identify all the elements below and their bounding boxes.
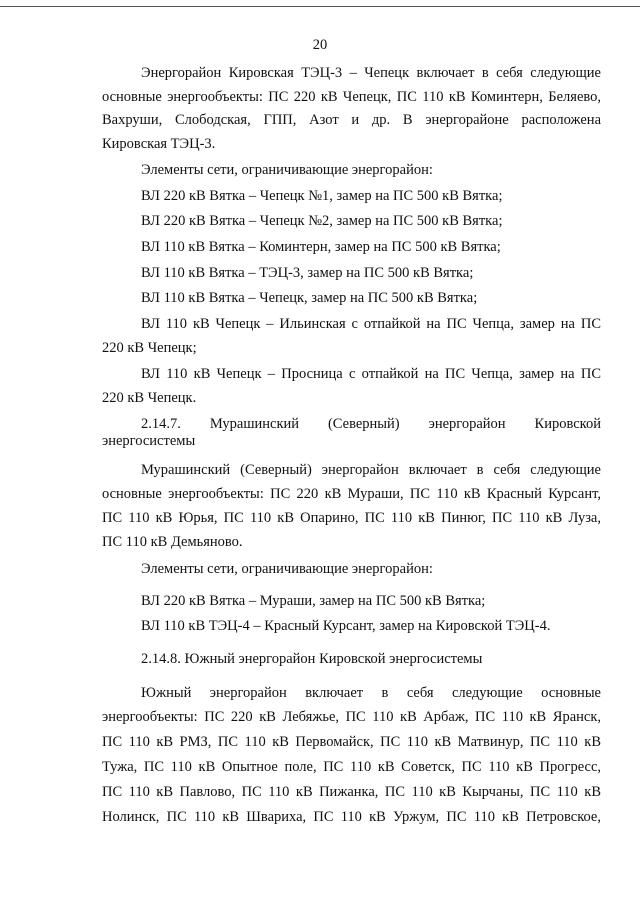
paragraph-line: ПС 110 кВ Павлово, ПС 110 кВ Пижанка, ПС 110 кВ Кырчаны, ПС 110 кВ xyxy=(102,784,601,800)
list-item: ВЛ 110 кВ Вятка – ТЭЦ-3, замер на ПС 500 кВ Вятка; xyxy=(141,265,474,281)
list-item: ВЛ 220 кВ Вятка – Чепецк №1, замер на ПС 500 кВ Вятка; xyxy=(141,188,503,204)
paragraph-line: Вахруши, Слободская, ГПП, Азот и др. В энергорайоне расположена xyxy=(102,112,601,128)
paragraph-line: Энергорайон Кировская ТЭЦ-3 – Чепецк включает в себя следующие xyxy=(141,65,601,81)
paragraph-line: Нолинск, ПС 110 кВ Швариха, ПС 110 кВ Уржум, ПС 110 кВ Петровское, xyxy=(102,809,601,825)
paragraph-line: Южный энергорайон включает в себя следующие основные xyxy=(141,685,601,701)
paragraph-line: Элементы сети, ограничивающие энергорайон: xyxy=(141,162,433,178)
page-number: 20 xyxy=(312,37,328,53)
paragraph-line: ПС 110 кВ РМЗ, ПС 110 кВ Первомайск, ПС 110 кВ Матвинур, ПС 110 кВ xyxy=(102,734,601,750)
section-heading: 2.14.7. Мурашинский (Северный) энергорайон Кировской xyxy=(141,416,601,432)
paragraph-line: энергообъекты: ПС 220 кВ Лебяжье, ПС 110 кВ Арбаж, ПС 110 кВ Яранск, xyxy=(102,709,601,725)
paragraph-line: ПС 110 кВ Юрья, ПС 110 кВ Опарино, ПС 110 кВ Пинюг, ПС 110 кВ Луза, xyxy=(102,510,601,526)
section-heading: 2.14.8. Южный энергорайон Кировской энергосистемы xyxy=(141,651,483,667)
list-item: ВЛ 110 кВ ТЭЦ-4 – Красный Курсант, замер на Кировской ТЭЦ-4. xyxy=(141,618,551,634)
list-item: ВЛ 110 кВ Чепецк – Просница с отпайкой на ПС Чепца, замер на ПС xyxy=(141,366,601,382)
paragraph-line: основные энергообъекты: ПС 220 кВ Мураши, ПС 110 кВ Красный Курсант, xyxy=(102,486,601,502)
paragraph-line: ПС 110 кВ Демьяново. xyxy=(102,534,243,550)
section-heading: энергосистемы xyxy=(102,433,196,449)
list-item: ВЛ 110 кВ Вятка – Коминтерн, замер на ПС 500 кВ Вятка; xyxy=(141,239,501,255)
paragraph-line: Тужа, ПС 110 кВ Опытное поле, ПС 110 кВ Советск, ПС 110 кВ Прогресс, xyxy=(102,759,601,775)
list-item: 220 кВ Чепецк; xyxy=(102,340,197,356)
paragraph-line: Мурашинский (Северный) энергорайон включает в себя следующие xyxy=(141,462,601,478)
paragraph-line: Кировская ТЭЦ-3. xyxy=(102,136,216,152)
list-item: ВЛ 220 кВ Вятка – Мураши, замер на ПС 500 кВ Вятка; xyxy=(141,593,486,609)
list-item: 220 кВ Чепецк. xyxy=(102,390,197,406)
list-item: ВЛ 220 кВ Вятка – Чепецк №2, замер на ПС 500 кВ Вятка; xyxy=(141,213,503,229)
list-item: ВЛ 110 кВ Вятка – Чепецк, замер на ПС 500 кВ Вятка; xyxy=(141,290,478,306)
top-rule xyxy=(0,6,640,7)
paragraph-line: Элементы сети, ограничивающие энергорайон: xyxy=(141,561,433,577)
list-item: ВЛ 110 кВ Чепецк – Ильинская с отпайкой на ПС Чепца, замер на ПС xyxy=(141,316,601,332)
paragraph-line: основные энергообъекты: ПС 220 кВ Чепецк, ПС 110 кВ Коминтерн, Беляево, xyxy=(102,89,601,105)
